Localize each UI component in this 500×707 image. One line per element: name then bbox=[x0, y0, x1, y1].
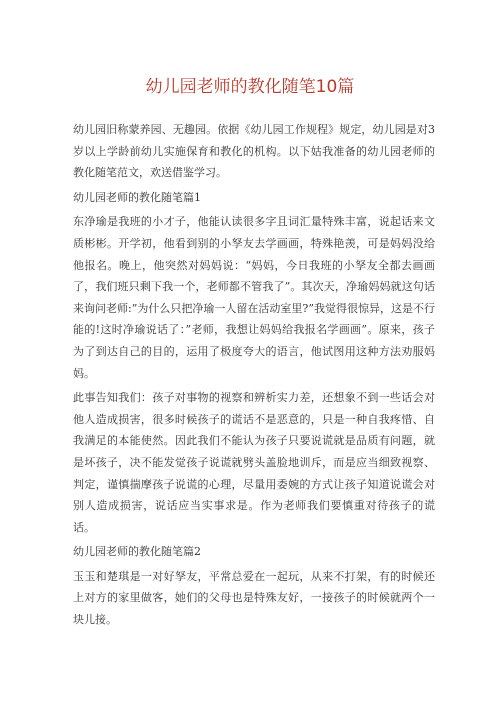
section-heading: 幼儿园老师的教化随笔篇2 bbox=[73, 545, 201, 559]
section-paragraph: 此事告知我们：孩子对事物的视察和辨析实力差，还想象不到一些话会对他人造成损害，很多时候孩子的谎话不是恶意的，只是一种自我疼惜、自我满足的本能使然。因此我们不能认为孩子只要说谎就是品质有问题，就是坏孩子，决不能发觉孩子说谎就劈头盖脸地训斥，而是应当细致视察、判定，谨慎揣摩孩子说谎的心理，尽量用委婉的方式让孩子知道说谎会对别人造成损害，说话应当实事求是。作为老师我们要慎重对待孩子的谎话。 bbox=[73, 391, 435, 534]
section-heading: 幼儿园老师的教化随笔篇1 bbox=[73, 190, 201, 204]
document-title: 幼儿园老师的教化随笔10篇 bbox=[145, 77, 355, 97]
document-body bbox=[73, 119, 435, 634]
section-paragraph: 东净瑜是我班的小才子，他能认读很多字且词汇量特殊丰富，说起话来文质彬彬。开学初，他看到别的小孥友去学画画，特殊艳羡，可是妈妈没给他报名。晚上，他突然对妈妈说：“妈妈，今日我班的小孥友全都去画画了，我们班只剩下我一个，老师都不管我了”。其次天，净瑜妈妈就这句话来询问老师:”为什么只把净瑜一人留在活动室里?”我觉得很惊异，这是不行能的!这时净瑜说话了：”老师，我想让妈妈给我报名学画画”。原来，孩子为了到达自己的目的，运用了极度夸大的语言，他试图用这种方法劝服妈妈。 bbox=[73, 215, 435, 380]
section-paragraph: 玉玉和楚琪是一对好孥友，平常总爱在一起玩，从来不打架，有的时候还上对方的家里做客，她们的父母也是特殊友好，一接孩子的时候就两个一块儿接。 bbox=[73, 569, 435, 627]
intro-paragraph: 幼儿园旧称蒙养园、无趣园。依据《幼儿园工作规程》规定，幼儿园是对3岁以上学龄前幼儿实施保育和教化的机构。以下姑我准备的幼儿园老师的教化随笔范文，欢送借鉴学习。 bbox=[73, 123, 435, 180]
